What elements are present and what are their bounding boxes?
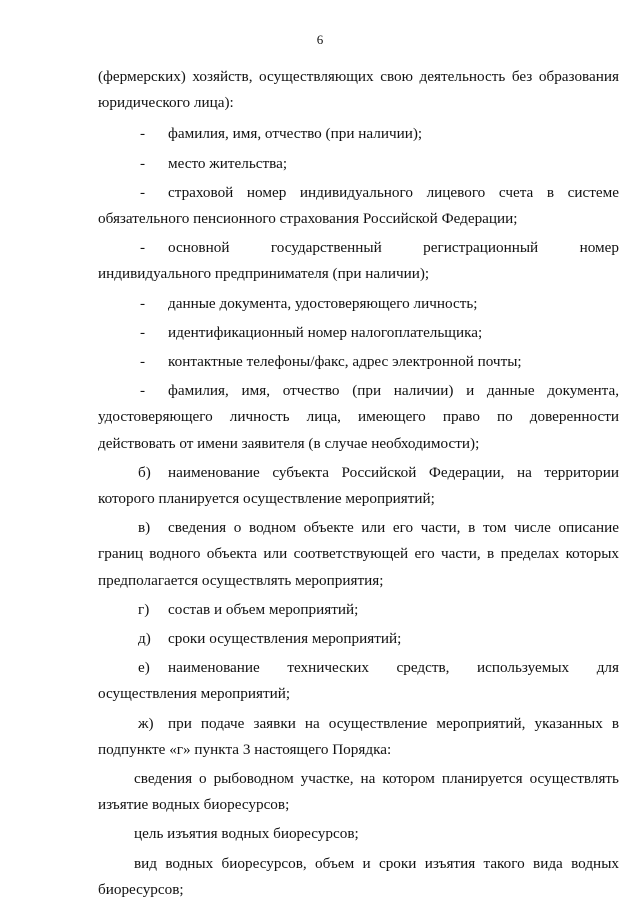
bullet-item <box>98 291 619 317</box>
subitem-g <box>98 597 619 623</box>
subitem-text: сроки осуществления мероприятий; <box>168 630 402 648</box>
bullet-text-first-line: основной государственный регистрационный номер <box>168 239 619 257</box>
subitem-text: сведения о водном объекте или его части, в том числе описание границ водного объекта или соответствующей его части, в пределах которых предполагается осуществлять мероприятия; <box>98 519 619 589</box>
subitem-marker: д) <box>138 630 151 648</box>
dash-marker: - <box>140 154 146 172</box>
bullet-item <box>98 235 619 287</box>
subitem-zh <box>98 711 619 763</box>
dash-marker: - <box>140 183 146 201</box>
dash-marker: - <box>140 239 146 257</box>
subitem-d <box>98 626 619 652</box>
document-body <box>98 64 619 903</box>
subitem-text: при подаче заявки на осуществление мероприятий, указанных в подпункте «г» пункта 3 настоящего Порядка: <box>98 714 619 758</box>
subitem-text: наименование технических средств, используемых для осуществления мероприятий; <box>98 659 619 703</box>
subitem-marker: ж) <box>138 714 154 732</box>
subitem-b <box>98 460 619 512</box>
intro-paragraph: (фермерских) хозяйств, осуществляющих свою деятельность без образования юридического лица): <box>98 68 619 112</box>
bullet-text-continuation: индивидуального предпринимателя (при наличии); <box>98 265 430 283</box>
bullet-text-first-line: страховой номер индивидуального лицевого счета в системе <box>168 183 619 201</box>
dash-marker: - <box>140 294 146 312</box>
bullet-text: место жительства; <box>168 154 288 172</box>
subitem-v <box>98 515 619 594</box>
subitem-marker: г) <box>138 600 150 618</box>
subparagraph: вид водных биоресурсов, объем и сроки изъятия такого вида водных биоресурсов; <box>98 854 619 898</box>
subparagraph: цель изъятия водных биоресурсов; <box>134 825 359 843</box>
dash-marker: - <box>140 353 146 371</box>
subitem-marker: б) <box>138 463 151 481</box>
dash-marker: - <box>140 382 146 400</box>
dash-marker: - <box>140 125 146 143</box>
bullet-item <box>98 180 619 232</box>
subparagraph: сведения о рыбоводном участке, на котором планируется осуществлять изъятие водных биоресурсов; <box>98 770 619 814</box>
subitem-text: состав и объем мероприятий; <box>168 600 359 618</box>
subitem-marker: е) <box>138 659 150 677</box>
bullet-text: фамилия, имя, отчество (при наличии); <box>168 125 423 143</box>
bullet-item <box>98 121 619 147</box>
bullet-text: данные документа, удостоверяющего личность; <box>168 294 478 312</box>
bullet-item <box>98 378 619 457</box>
subitem-marker: в) <box>138 519 151 537</box>
bullet-text-first-line: фамилия, имя, отчество (при наличии) и данные документа, <box>168 382 619 400</box>
bullet-item <box>98 349 619 375</box>
bullet-item <box>98 151 619 177</box>
bullet-text: идентификационный номер налогоплательщика; <box>168 323 483 341</box>
subitem-e <box>98 655 619 707</box>
page-number: 6 <box>316 32 324 47</box>
bullet-text: контактные телефоны/факс, адрес электронной почты; <box>168 353 522 371</box>
bullet-item <box>98 320 619 346</box>
bullet-text-continuation: обязательного пенсионного страхования Российской Федерации; <box>98 210 518 228</box>
dash-marker: - <box>140 323 146 341</box>
bullet-text-continuation: удостоверяющего личность лица, имеющего право по доверенности действовать от имени заявителя (в случае необходимости); <box>98 408 619 452</box>
subitem-text: наименование субъекта Российской Федерации, на территории которого планируется осуществление мероприятий; <box>98 463 619 508</box>
